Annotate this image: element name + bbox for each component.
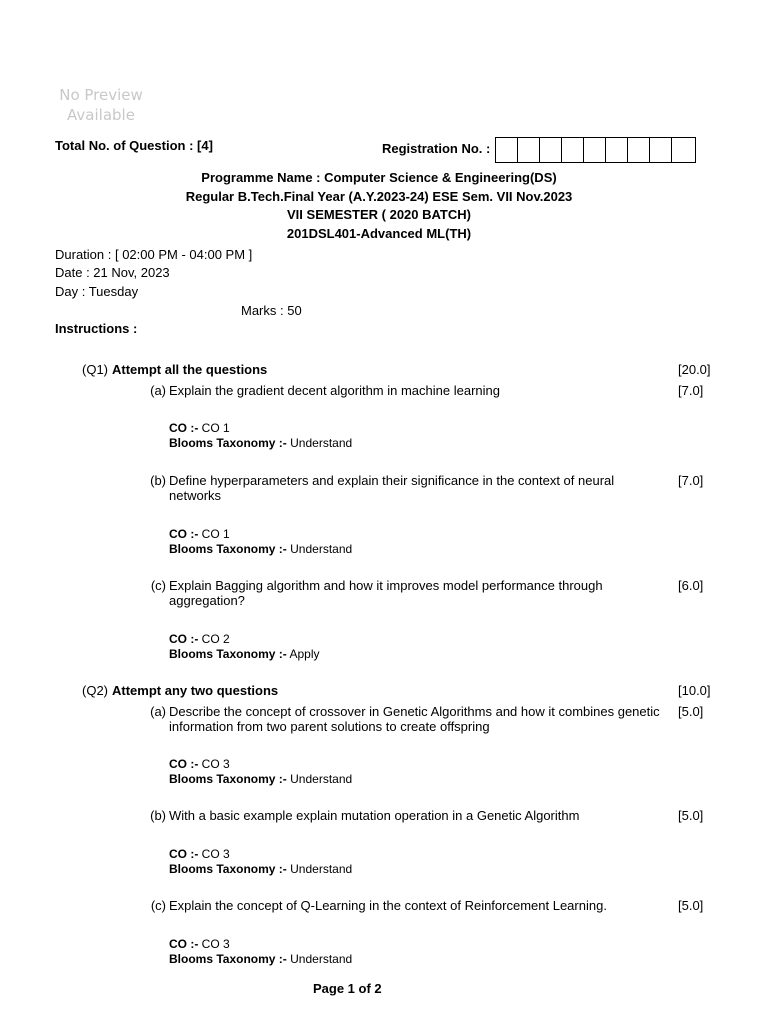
q1a-blooms (169, 436, 352, 451)
reg-box (628, 138, 650, 162)
q2c-co-value: CO 3 (198, 937, 230, 951)
q2a-text: Describe the concept of crossover in Genetic Algorithms and how it combines genetic information from two parent solutions to create offspring (169, 704, 660, 734)
q1a-marks: [7.0] (678, 383, 704, 398)
q1a-co-value: CO 1 (198, 421, 230, 435)
q2b-text: With a basic example explain mutation operation in a Genetic Algorithm (169, 808, 580, 823)
q2-title: Attempt any two questions (112, 683, 279, 698)
q1c-label: (c) (150, 578, 166, 593)
exam-day: Day : Tuesday (55, 284, 139, 299)
registration-number-boxes (495, 137, 696, 163)
q2-marks: [10.0] (678, 683, 711, 698)
q2b-marks: [5.0] (678, 808, 704, 823)
q2a-blooms-value: Understand (286, 772, 353, 786)
q2c-text: Explain the concept of Q-Learning in the context of Reinforcement Learning. (169, 898, 607, 913)
q2b-blooms-value: Understand (286, 862, 353, 876)
blooms-label: Blooms Taxonomy :- (169, 772, 287, 786)
q1b-marks: [7.0] (678, 473, 704, 488)
q1b-co-value: CO 1 (198, 527, 230, 541)
co-label: CO :- (169, 527, 199, 541)
q2a-marks: [5.0] (678, 704, 704, 719)
q2c-co (169, 937, 230, 952)
q2a-label: (a) (150, 704, 166, 719)
q1c-co (169, 632, 230, 647)
co-label: CO :- (169, 847, 199, 861)
year-line: Regular B.Tech.Final Year (A.Y.2023-24) ESE Sem. VII Nov.2023 (185, 189, 573, 204)
reg-box (496, 138, 518, 162)
q1b-label: (b) (150, 473, 166, 488)
blooms-label: Blooms Taxonomy :- (169, 647, 287, 661)
reg-box (562, 138, 584, 162)
q1c-marks: [6.0] (678, 578, 704, 593)
co-label: CO :- (169, 937, 199, 951)
semester-line: VII SEMESTER ( 2020 BATCH) (287, 207, 471, 222)
registration-label: Registration No. : (382, 141, 491, 156)
no-preview-line2: Available (67, 106, 135, 124)
blooms-label: Blooms Taxonomy :- (169, 862, 287, 876)
q2a-blooms (169, 772, 352, 787)
q2c-blooms-value: Understand (286, 952, 353, 966)
q2c-label: (c) (150, 898, 166, 913)
reg-box (606, 138, 628, 162)
total-marks: Marks : 50 (241, 303, 302, 318)
co-label: CO :- (169, 421, 199, 435)
reg-box (584, 138, 606, 162)
q1b-text: Define hyperparameters and explain their significance in the context of neural networks (169, 473, 615, 503)
reg-box (672, 138, 695, 162)
q2a-co (169, 757, 230, 772)
q1-number: (Q1) (82, 362, 108, 377)
q1b-blooms-value: Understand (286, 542, 353, 556)
q1b-co (169, 527, 230, 542)
q1a-text: Explain the gradient decent algorithm in machine learning (169, 383, 500, 398)
instructions-heading: Instructions : (55, 321, 138, 336)
q1b-blooms (169, 542, 352, 557)
reg-box (518, 138, 540, 162)
duration: Duration : [ 02:00 PM - 04:00 PM ] (55, 247, 253, 262)
q1-title: Attempt all the questions (112, 362, 268, 377)
q2a-co-value: CO 3 (198, 757, 230, 771)
q1-marks: [20.0] (678, 362, 711, 377)
reg-box (650, 138, 672, 162)
q1a-label: (a) (150, 383, 166, 398)
reg-box (540, 138, 562, 162)
q1a-blooms-value: Understand (286, 436, 353, 450)
blooms-label: Blooms Taxonomy :- (169, 952, 287, 966)
q2b-blooms (169, 862, 352, 877)
exam-date: Date : 21 Nov, 2023 (55, 265, 170, 280)
no-preview-placeholder (57, 85, 145, 125)
q1c-co-value: CO 2 (198, 632, 230, 646)
q1c-text: Explain Bagging algorithm and how it improves model performance through aggregation? (169, 578, 603, 608)
q1c-blooms-value: Apply (286, 647, 320, 661)
q1a-co (169, 421, 230, 436)
total-questions: Total No. of Question : [4] (55, 138, 213, 153)
co-label: CO :- (169, 632, 199, 646)
co-label: CO :- (169, 757, 199, 771)
blooms-label: Blooms Taxonomy :- (169, 542, 287, 556)
q2b-co (169, 847, 230, 862)
q2b-label: (b) (150, 808, 166, 823)
q1c-blooms (169, 647, 320, 662)
blooms-label: Blooms Taxonomy :- (169, 436, 287, 450)
programme-name: Programme Name : Computer Science & Engineering(DS) (201, 170, 557, 185)
no-preview-line1: No Preview (59, 86, 143, 104)
page-number: Page 1 of 2 (313, 981, 382, 996)
q2c-blooms (169, 952, 352, 967)
q2c-marks: [5.0] (678, 898, 704, 913)
course-line: 201DSL401-Advanced ML(TH) (286, 226, 472, 241)
q2-number: (Q2) (82, 683, 108, 698)
q2b-co-value: CO 3 (198, 847, 230, 861)
